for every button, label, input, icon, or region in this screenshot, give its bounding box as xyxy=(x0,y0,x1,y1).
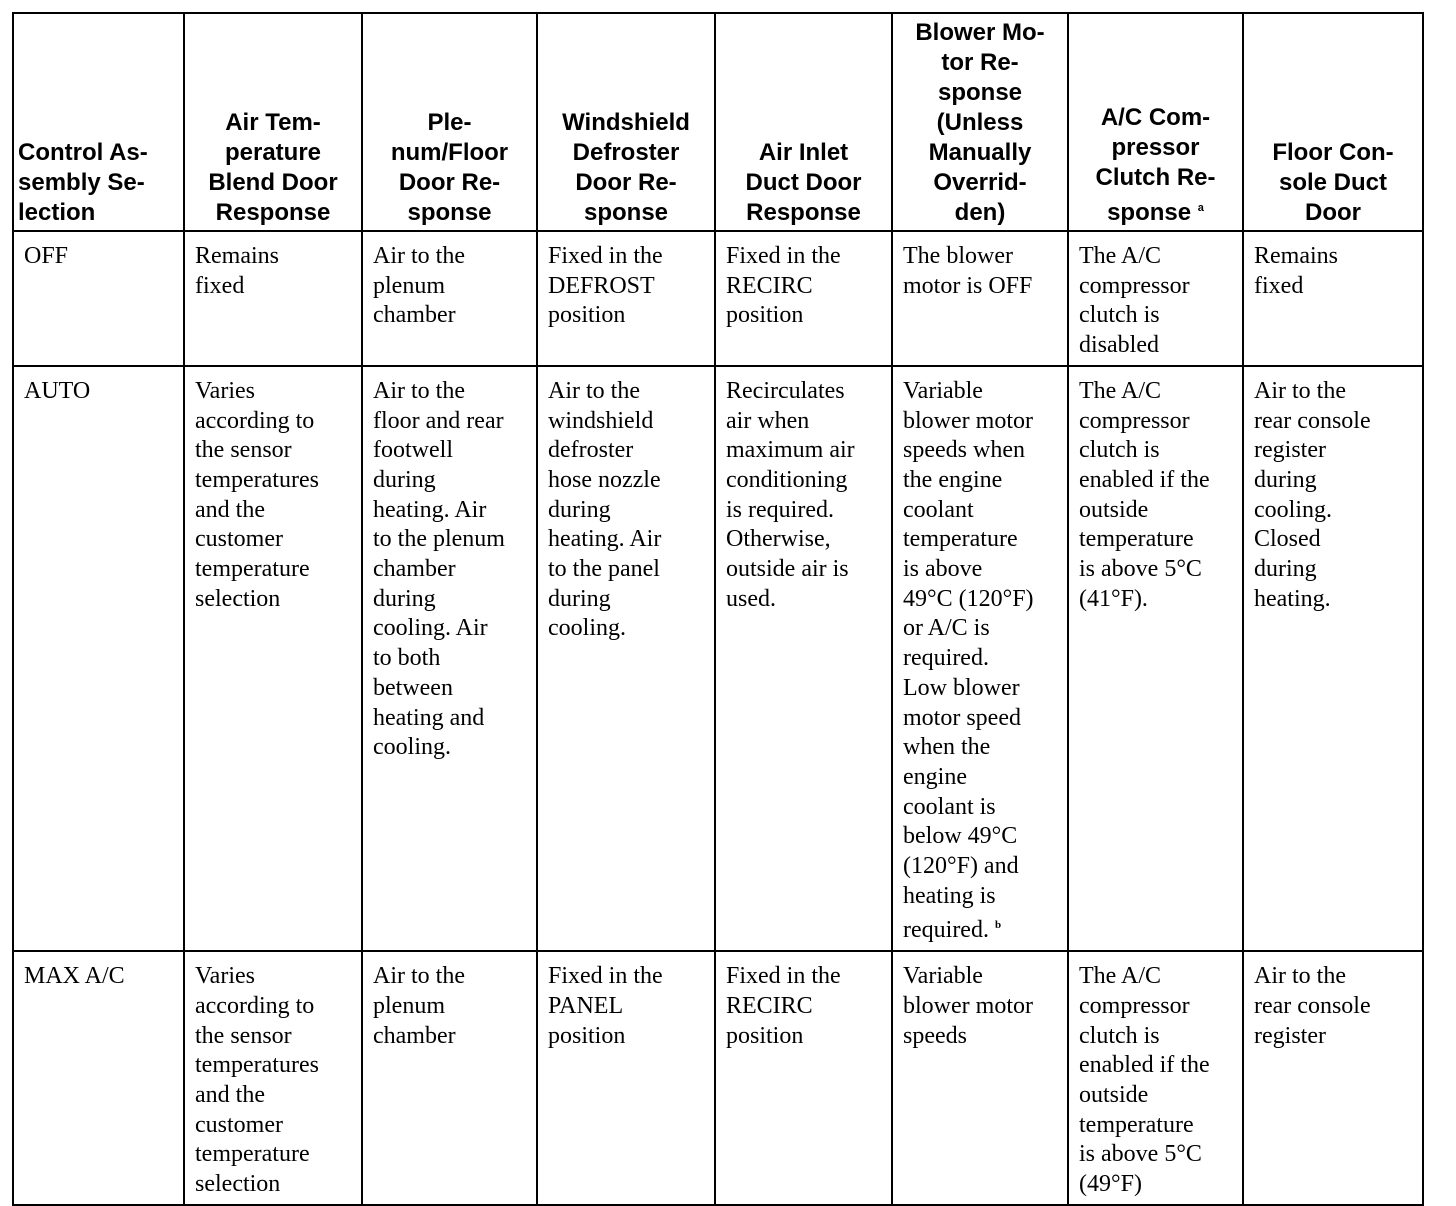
table-header xyxy=(13,13,1423,231)
table-cell: The A/C compressor clutch is enabled if the outside temperature is above 5°C (41°F). xyxy=(1068,366,1243,951)
table-cell: Remains fixed xyxy=(1243,231,1423,366)
table-cell: Fixed in the RECIRC position xyxy=(715,951,892,1205)
table-cell: Varies according to the sensor temperatures and the customer temperature selection xyxy=(184,951,362,1205)
table-cell: The A/C compressor clutch is disabled xyxy=(1068,231,1243,366)
table-cell: Variable blower motor speeds xyxy=(892,951,1068,1205)
table-cell: Air to the plenum chamber xyxy=(362,951,537,1205)
table-cell: OFF xyxy=(13,231,184,366)
header-ac-compressor-clutch: A/C Com- pressor Clutch Re- sponse $^a$ xyxy=(1068,13,1243,231)
table-row xyxy=(13,231,1423,366)
header-floor-console-duct-door: Floor Con- sole Duct Door xyxy=(1243,13,1423,231)
table-cell: Air to the windshield defroster hose nozzle during heating. Air to the panel during cooling. xyxy=(537,366,715,951)
table-cell: The A/C compressor clutch is enabled if the outside temperature is above 5°C (49°F) xyxy=(1068,951,1243,1205)
header-air-inlet-duct-door: Air Inlet Duct Door Response xyxy=(715,13,892,231)
header-blower-motor-response: Blower Mo- tor Re- sponse (Unless Manually Overrid- den) xyxy=(892,13,1068,231)
header-plenum-floor-door: Ple- num/Floor Door Re- sponse xyxy=(362,13,537,231)
header-control-assembly-selection: Control As- sembly Se- lection xyxy=(13,13,184,231)
table-row xyxy=(13,951,1423,1205)
table-cell: Fixed in the RECIRC position xyxy=(715,231,892,366)
table-cell: AUTO xyxy=(13,366,184,951)
table-cell: Variable blower motor speeds when the engine coolant temperature is above 49°C (120°F) or A/C is required. Low blower motor speed when the engine coolant is below 49°C (120°F) and heating is required. $^b$ xyxy=(892,366,1068,951)
table-cell: Air to the floor and rear footwell during heating. Air to the plenum chamber during cooling. Air to both between heating and cooling. xyxy=(362,366,537,951)
table-cell: Recirculates air when maximum air conditioning is required. Otherwise, outside air is used. xyxy=(715,366,892,951)
footnote-marker-a: a xyxy=(1197,202,1204,214)
footnote-marker-b: b xyxy=(994,919,1002,932)
table-cell: Remains fixed xyxy=(184,231,362,366)
table-body xyxy=(13,231,1423,1205)
table-cell: Air to the rear console register during cooling. Closed during heating. xyxy=(1243,366,1423,951)
table-cell: Air to the plenum chamber xyxy=(362,231,537,366)
table-cell: Air to the rear console register xyxy=(1243,951,1423,1205)
table-cell: MAX A/C xyxy=(13,951,184,1205)
table-cell: Fixed in the DEFROST position xyxy=(537,231,715,366)
climate-control-table xyxy=(12,12,1424,1206)
table-cell: Varies according to the sensor temperatures and the customer temperature selection xyxy=(184,366,362,951)
table-cell: The blower motor is OFF xyxy=(892,231,1068,366)
table-cell: Fixed in the PANEL position xyxy=(537,951,715,1205)
header-row xyxy=(13,13,1423,231)
header-windshield-defroster-door: Windshield Defroster Door Re- sponse xyxy=(537,13,715,231)
header-air-temperature-blend-door: Air Tem- perature Blend Door Response xyxy=(184,13,362,231)
table-row xyxy=(13,366,1423,951)
